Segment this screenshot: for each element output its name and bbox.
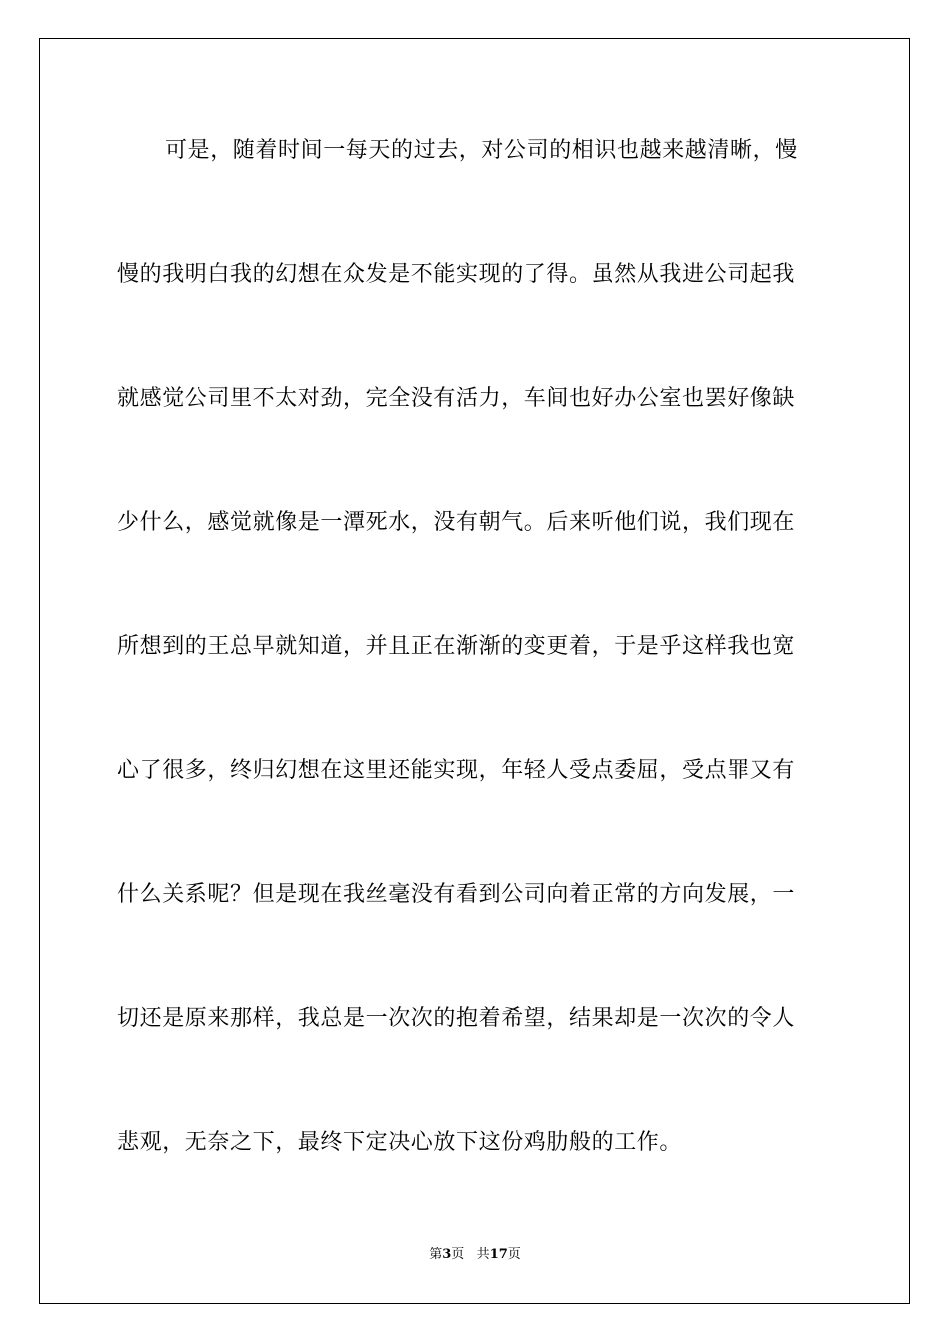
total-prefix: 共	[476, 1247, 490, 1262]
page-number: 3	[442, 1247, 452, 1262]
paragraph-line-7: 什么关系呢？但是现在我丝毫没有看到公司向着正常的方向发展，一	[117, 882, 796, 907]
paragraph-line-2: 慢的我明白我的幻想在众发是不能实现的了得。虽然从我进公司起我	[117, 262, 796, 287]
paragraph-line-1: 可是，随着时间一每天的过去，对公司的相识也越来越清晰，慢	[165, 138, 798, 163]
paragraph-line-5: 所想到的王总早就知道，并且正在渐渐的变更着，于是乎这样我也宽	[117, 634, 796, 659]
paragraph-line-6: 心了很多，终归幻想在这里还能实现，年轻人受点委屈，受点罪又有	[117, 758, 796, 783]
total-pages: 17	[489, 1247, 508, 1262]
paragraph-line-3: 就感觉公司里不太对劲，完全没有活力，车间也好办公室也罢好像缺	[117, 386, 796, 411]
total-suffix: 页	[507, 1247, 521, 1262]
page-suffix: 页	[451, 1247, 465, 1262]
paragraph-line-8: 切还是原来那样，我总是一次次的抱着希望，结果却是一次次的令人	[117, 1006, 796, 1031]
paragraph-line-9: 悲观，无奈之下，最终下定决心放下这份鸡肋般的工作。	[117, 1130, 683, 1155]
page-border	[39, 38, 910, 1304]
paragraph-line-4: 少什么，感觉就像是一潭死水，没有朝气。后来听他们说，我们现在	[117, 510, 796, 535]
page-footer	[0, 1246, 950, 1264]
page-prefix: 第	[429, 1247, 443, 1262]
